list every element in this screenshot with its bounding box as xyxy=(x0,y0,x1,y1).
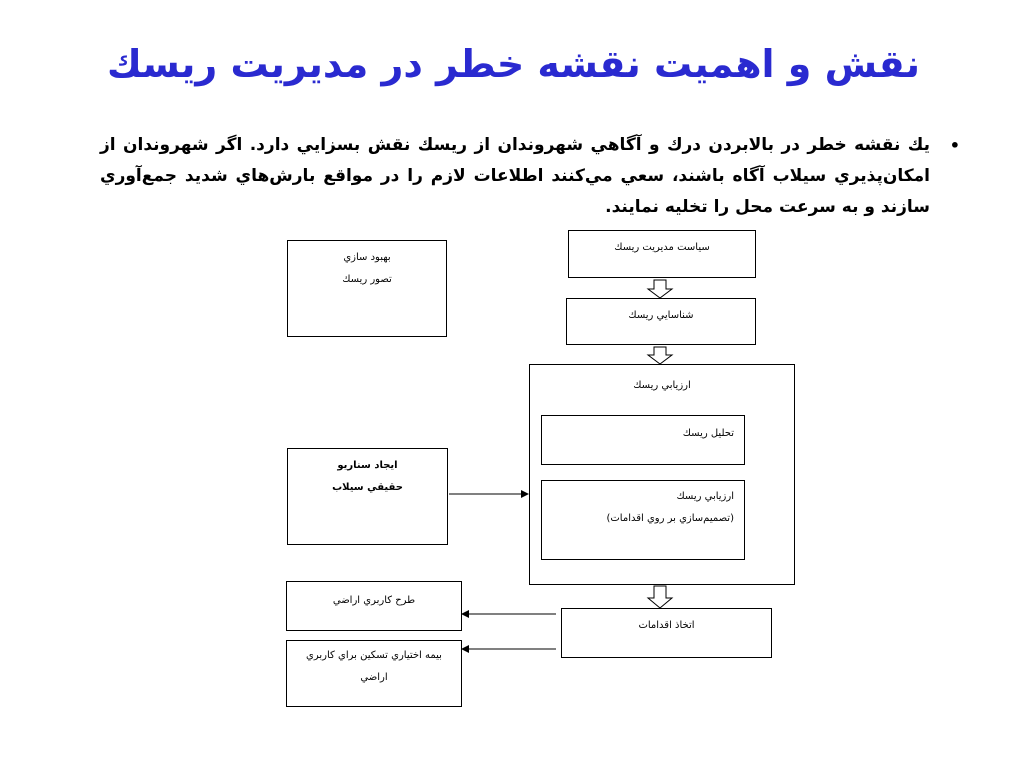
improve-label-line2: تصور ريسك xyxy=(342,274,392,285)
scenario-label-line2: حقيقي سيلاب xyxy=(332,482,403,493)
box-insurance xyxy=(286,640,462,707)
block-arrow-identification-to-assessment xyxy=(648,347,672,364)
slide-title: نقش و اهميت نقشه خطر در مديريت ريسك xyxy=(107,42,920,86)
bullet-icon: • xyxy=(949,136,960,155)
landuse-plan-label: طرح كاربري اراضي xyxy=(332,595,416,606)
risk-evaluation-label-line2: (تصميم‌سازي بر روي اقدامات) xyxy=(606,513,734,524)
block-arrow-policy-to-identification xyxy=(648,280,672,298)
risk-identification-label: شناسايي ريسك xyxy=(628,310,694,321)
box-risk-evaluation xyxy=(541,480,745,560)
insurance-label-line2: اراضي xyxy=(360,672,388,683)
box-risk-identification xyxy=(566,298,756,345)
scenario-label-line1: ايجاد سناريو xyxy=(337,460,398,471)
risk-analysis-label: تحليل ريسك xyxy=(682,428,734,439)
insurance-label-line1: بيمه اختياري تسكين براي كاربري xyxy=(306,650,442,661)
box-landuse-plan xyxy=(286,581,462,631)
block-arrow-assessment-to-action xyxy=(648,586,672,608)
risk-assessment-label: ارزيابي ريسك xyxy=(633,380,691,391)
box-improve-risk-perception xyxy=(287,240,447,337)
box-take-action xyxy=(561,608,772,658)
box-risk-policy xyxy=(568,230,756,278)
improve-label-line1: بهبود سازي xyxy=(343,252,391,263)
risk-evaluation-label-line1: ارزيابي ريسك xyxy=(676,491,734,502)
bullet-text: يك نقشه خطر در بالابردن درك و آگاهي شهروندان از ريسك نقش بسزايي دارد. اگر شهروندان از امكان‌پذيري سيلاب آگاه باشند، سعي مي‌كنند اطلاعات لازم را در مواقع بارش‌هاي شديد جمع‌آوري سازند و به سرعت محل را تخليه نمايند. xyxy=(100,135,930,217)
box-risk-analysis xyxy=(541,415,745,465)
box-flood-scenario xyxy=(287,448,448,545)
take-action-label: اتخاذ اقدامات xyxy=(638,620,695,631)
risk-policy-label: سياست مديريت ريسك xyxy=(614,242,710,253)
